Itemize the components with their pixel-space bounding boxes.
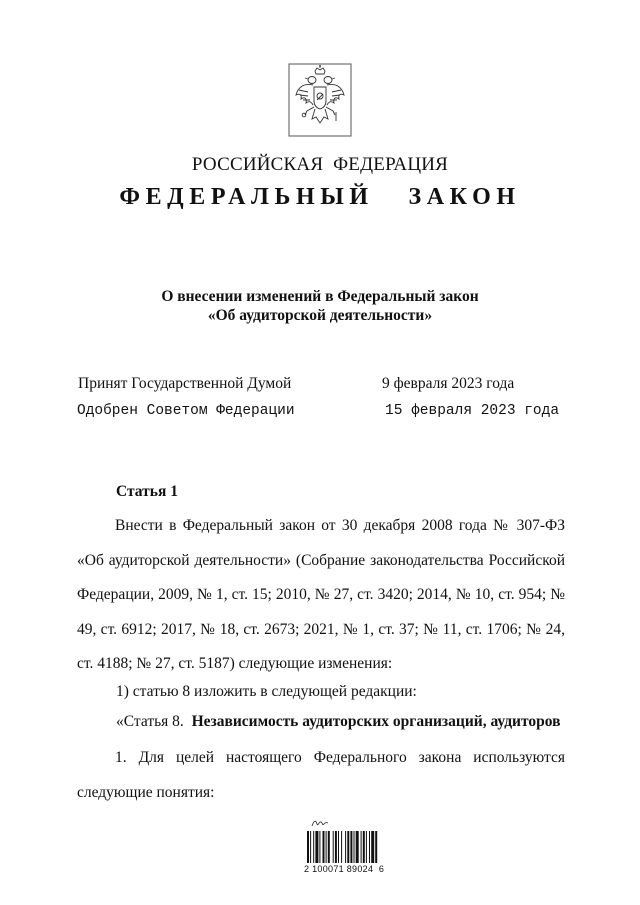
barcode-bars [307,831,385,863]
council-approval-date: 15 февраля 2023 года [385,403,560,419]
quoted-article-number: «Статья 8. [116,713,184,730]
law-title [0,287,640,325]
clause-1-paragraph: 1. Для целей настоящего Федерального закона используются следующие понятия: [77,749,565,801]
handwritten-signature-icon [311,818,329,828]
barcode-number: 2 100071 89024 6 [304,864,385,874]
law-type-heading: ФЕДЕРАЛЬНЫЙ ЗАКОН [119,184,521,210]
quoted-article-heading [116,713,560,731]
document-barcode [305,818,385,880]
quoted-article-title: Независимость аудиторских организаций, аудиторов [191,713,561,730]
article-heading: Статья 1 [116,483,178,500]
emblem [288,63,352,137]
law-title-line-2: «Об аудиторской деятельности» [207,307,433,324]
duma-adoption-date: 9 февраля 2023 года [382,375,515,392]
russian-coat-of-arms-icon [288,63,352,137]
duma-adoption-label: Принят Государственной Думой [78,375,292,392]
council-approval-label: Одобрен Советом Федерации [77,403,295,419]
amendment-item-1: 1) статью 8 изложить в следующей редакции: [116,683,417,700]
law-title-line-1: О внесении изменений в Федеральный закон [161,288,479,305]
article-intro-paragraph: Внести в Федеральный закон от 30 декабря 2008 года № 307-ФЗ «Об аудиторской деятельности» (Собрание законодательства Российской Федерации, 2009, № 1, ст. 15; 2010, № 27, ст. 3420; 2014, № 10, ст. 954; № 49, ст. 6912; 2017, № 18, ст. 2673; 2021, № 1, ст. 37; № 11, ст. 1706; № 24, ст. 4188; № 27, ст. 5187) следующие изменения: [77,517,565,673]
country-name: РОССИЙСКАЯ ФЕДЕРАЦИЯ [191,154,449,175]
